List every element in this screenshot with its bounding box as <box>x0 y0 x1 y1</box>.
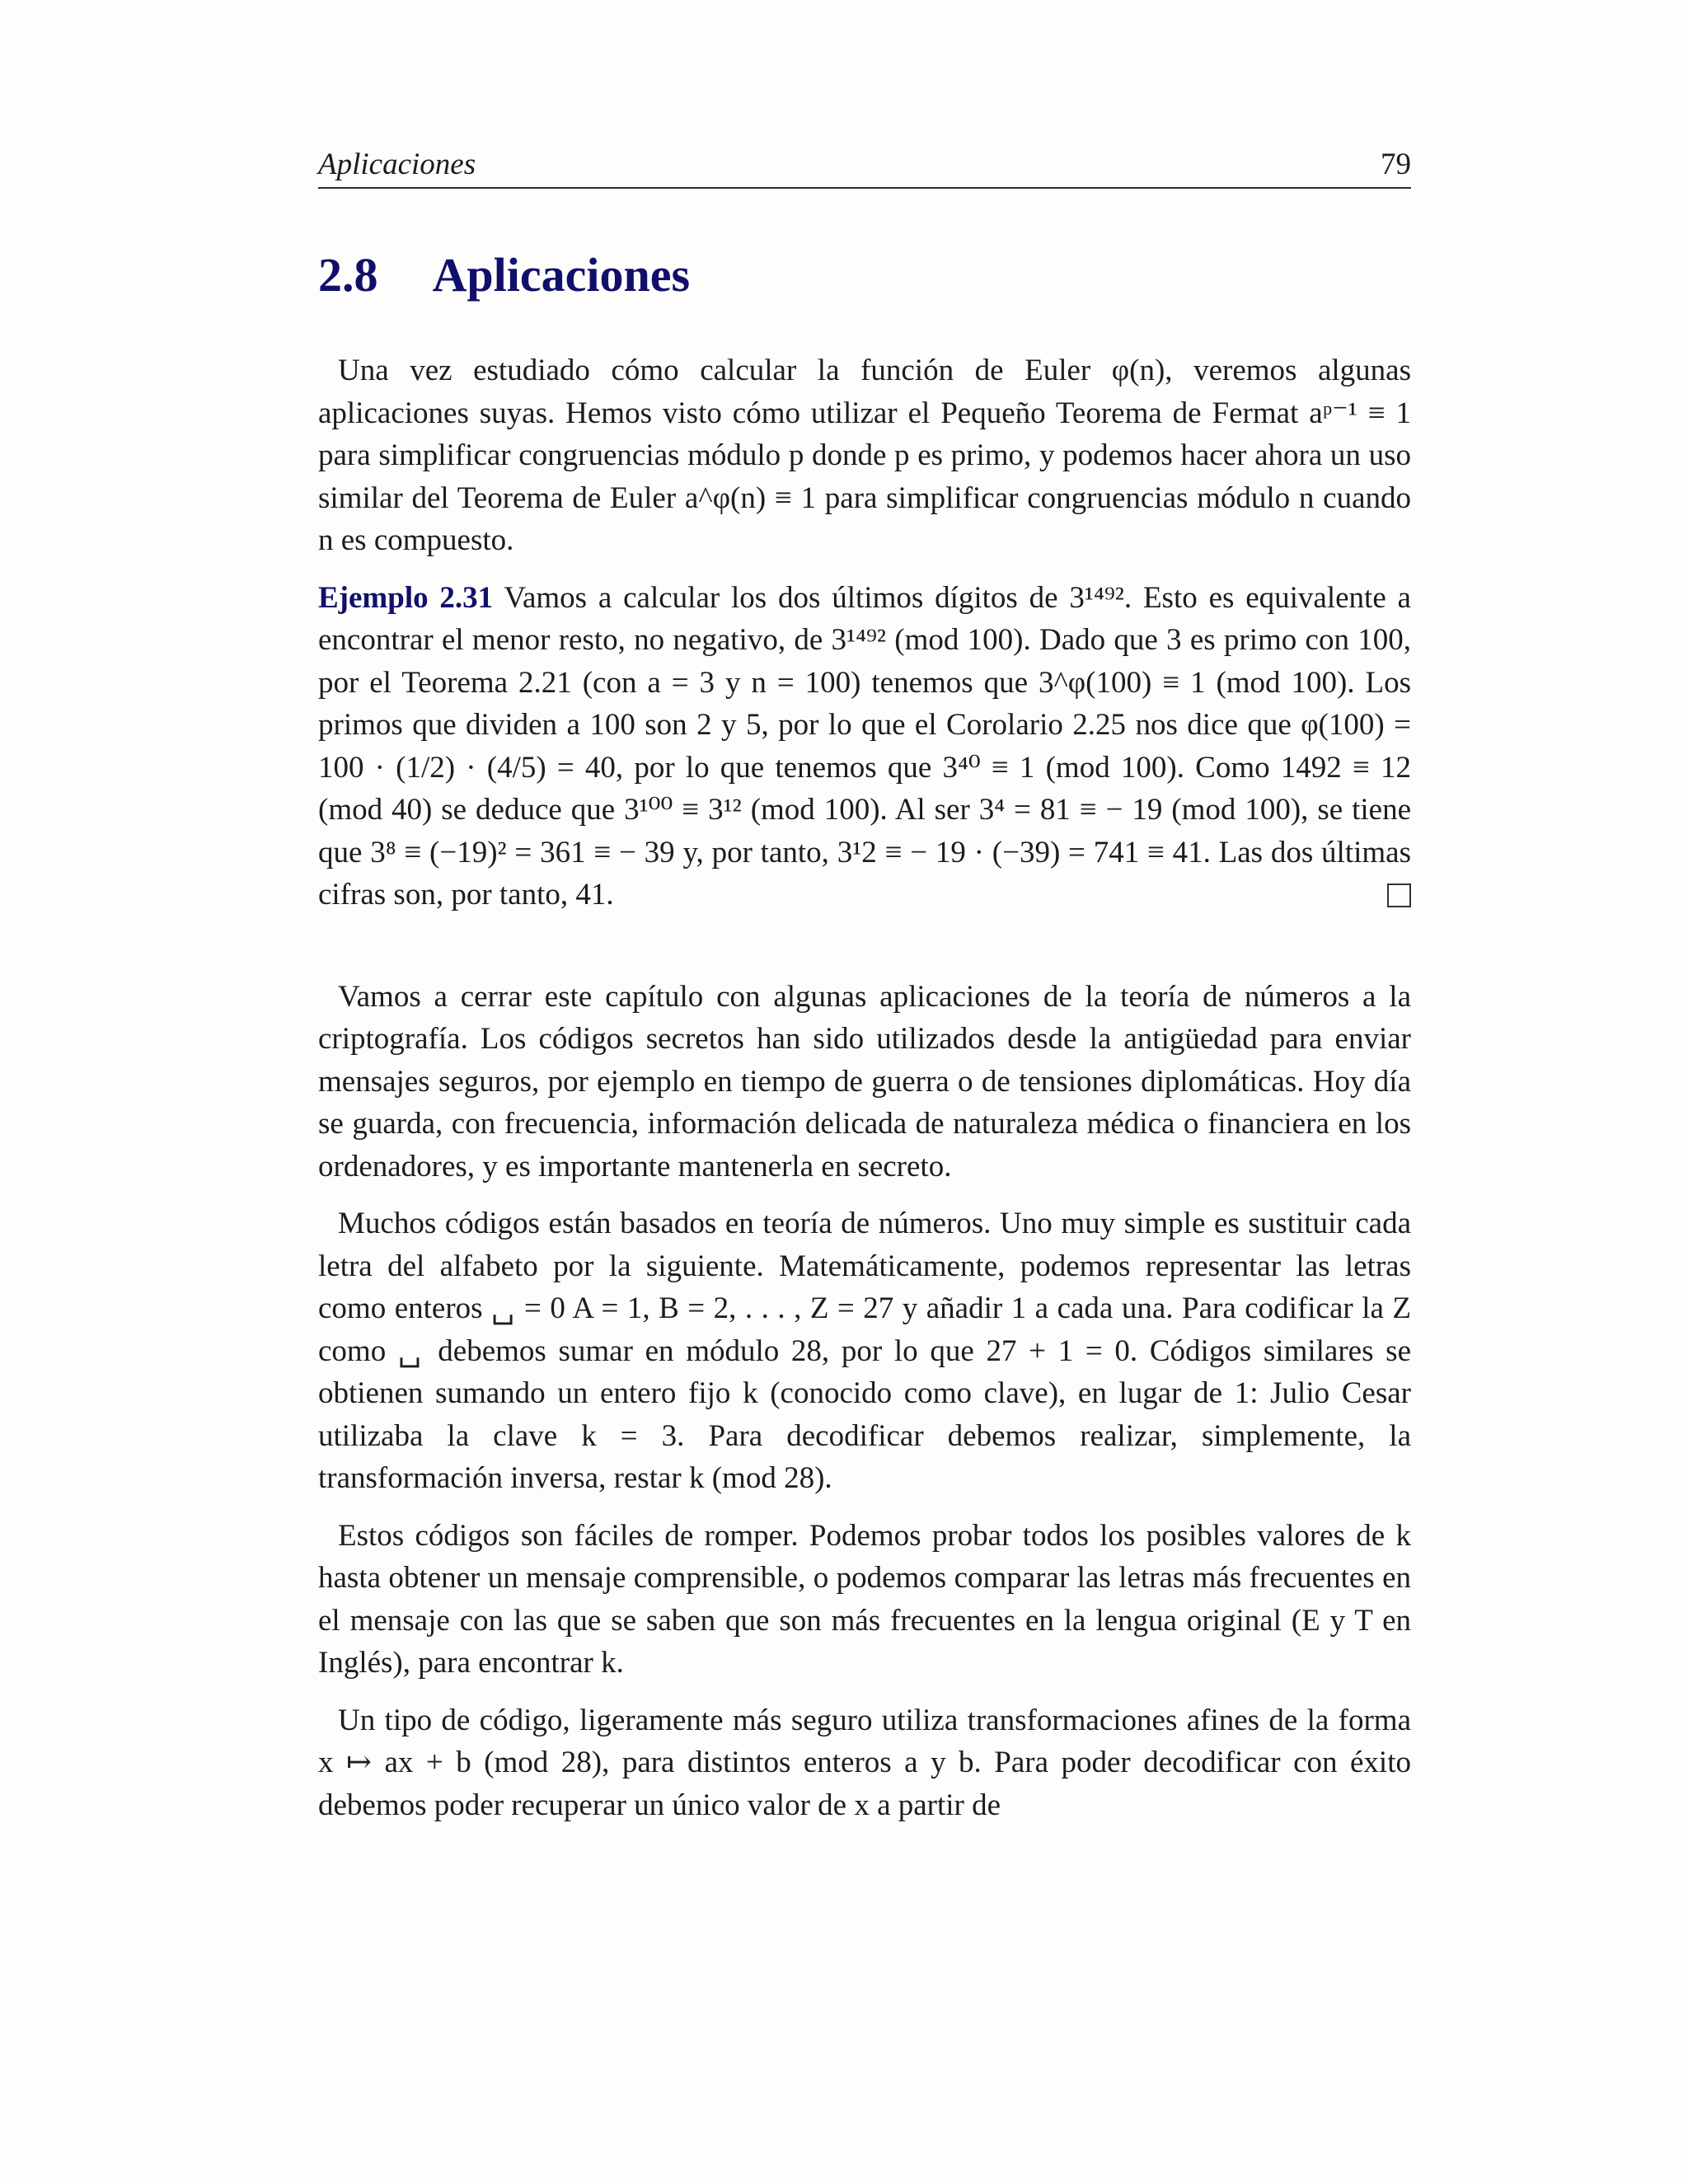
example-text: Vamos a calcular los dos últimos dígitos de 3¹⁴⁹². Esto es equivalente a encontrar el menor resto, no negativo, de 3¹⁴⁹² (mod 100). Dado que 3 es primo con 100, por el Teorema 2.21 (con a = 3 y n = 100) tenemos que 3^φ(100) ≡ 1 (mod 100). Los primos que dividen a 100 son 2 y 5, por lo que el Corolario 2.25 nos dice que φ(100) = 100 · (1/2) · (4/5) = 40, por lo que tenemos que 3⁴⁰ ≡ 1 (mod 100). Como 1492 ≡ 12 (mod 40) se deduce que 3¹⁰⁰ ≡ 3¹² (mod 100). Al ser 3⁴ = 81 ≡ − 19 (mod 100), se tiene que 3⁸ ≡ (−19)² = 361 ≡ − 39 y, por tanto, 3¹2 ≡ − 19 · (−39) = 741 ≡ 41. Las dos últimas cifras son, por tanto, 41. <box>318 580 1411 912</box>
section-title: Aplicaciones <box>432 248 691 302</box>
example-label: Ejemplo 2.31 <box>318 580 494 615</box>
running-header <box>318 147 1411 189</box>
example-block <box>318 577 1411 916</box>
qed-square-icon <box>1387 883 1411 907</box>
running-title: Aplicaciones <box>318 148 476 181</box>
section-heading <box>318 247 690 302</box>
section-number: 2.8 <box>318 248 378 302</box>
paragraph-cryptography: Vamos a cerrar este capítulo con algunas aplicaciones de la teoría de números a la criptografía. Los códigos secretos han sido utilizados desde la antigüedad para enviar mensajes seguros, por ejemplo en tiempo de guerra o de tensiones diplomáticas. Hoy día se guarda, con frecuencia, información delicada de naturaleza médica o financiera en los ordenadores, y es importante mantenerla en secreto. <box>318 979 1411 1183</box>
paragraph-breaking-codes: Estos códigos son fáciles de romper. Podemos probar todos los posibles valores de k hasta obtener un mensaje comprensible, o podemos comparar las letras más frecuentes en el mensaje con las que se saben que son más frecuentes en la lengua original (E y T en Inglés), para encontrar k. <box>318 1518 1411 1680</box>
body-text <box>318 349 1411 1841</box>
paragraph-simple-codes: Muchos códigos están basados en teoría de números. Uno muy simple es sustituir cada letra del alfabeto por la siguiente. Matemáticamente, podemos representar las letras como enteros ␣ = 0 A = 1, B = 2, . . . , Z = 27 y añadir 1 a cada una. Para codificar la Z como ␣ debemos sumar en módulo 28, por lo que 27 + 1 = 0. Códigos similares se obtienen sumando un entero fijo k (conocido como clave), en lugar de 1: Julio Cesar utilizaba la clave k = 3. Para decodificar debemos realizar, simplemente, la transformación inversa, restar k (mod 28). <box>318 1207 1411 1495</box>
page-number: 79 <box>1381 148 1411 181</box>
paragraph-affine-codes: Un tipo de código, ligeramente más seguro utiliza transformaciones afines de la forma x ↦ ax + b (mod 28), para distintos enteros a y b. Para poder decodificar con éxito debemos poder recuperar un único valor de x a partir de <box>318 1703 1411 1822</box>
intro-paragraph: Una vez estudiado cómo calcular la función de Euler φ(n), veremos algunas aplicaciones suyas. Hemos visto cómo utilizar el Pequeño Teorema de Fermat aᵖ⁻¹ ≡ 1 para simplificar congruencias módulo p donde p es primo, y podemos hacer ahora un uso similar del Teorema de Euler a^φ(n) ≡ 1 para simplificar congruencias módulo n cuando n es compuesto. <box>318 354 1411 557</box>
